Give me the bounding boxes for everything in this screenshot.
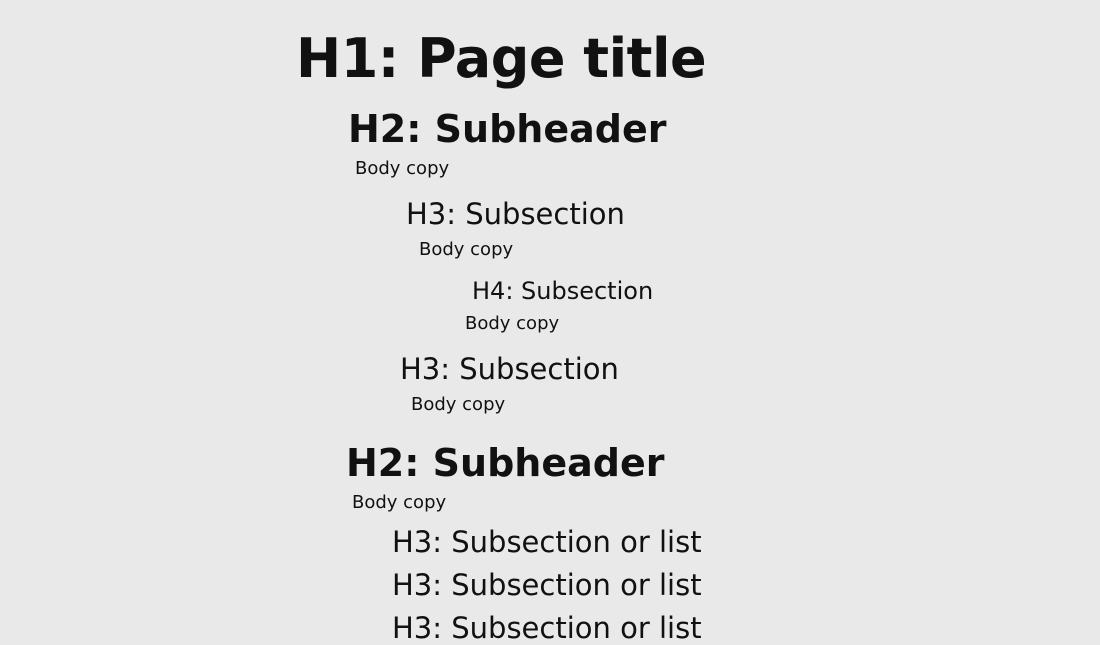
heading-level-3-first: H3: Subsection — [406, 197, 625, 231]
heading-level-3-second: H3: Subsection — [400, 352, 619, 386]
heading-level-4: H4: Subsection — [472, 277, 654, 305]
body-copy-1: Body copy — [355, 158, 450, 179]
body-copy-3: Body copy — [465, 313, 560, 334]
heading-level-3-list-item-1: H3: Subsection or list — [392, 525, 702, 559]
body-copy-5: Body copy — [352, 492, 447, 513]
heading-level-2-second: H2: Subheader — [346, 441, 665, 485]
body-copy-2: Body copy — [419, 239, 514, 260]
body-copy-4: Body copy — [411, 394, 506, 415]
heading-level-2-first: H2: Subheader — [348, 107, 667, 151]
heading-level-3-list-item-3: H3: Subsection or list — [392, 611, 702, 645]
heading-level-1: H1: Page title — [296, 27, 707, 90]
heading-level-3-list-item-2: H3: Subsection or list — [392, 568, 702, 602]
